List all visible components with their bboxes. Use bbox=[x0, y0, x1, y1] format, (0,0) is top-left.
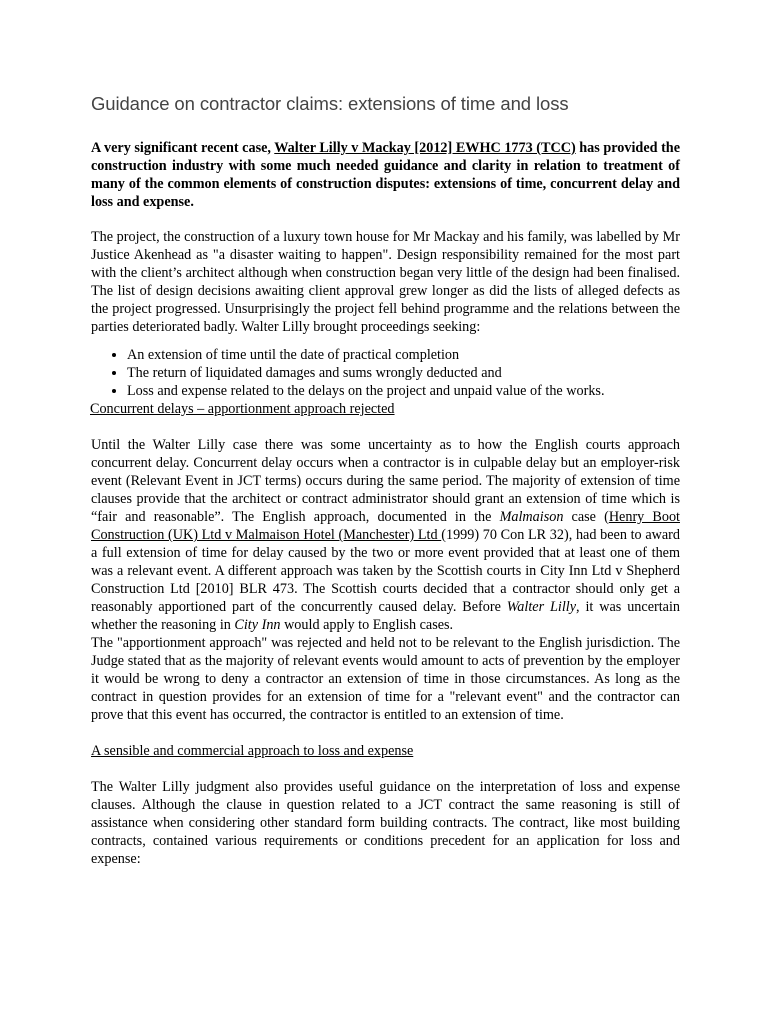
page-title: Guidance on contractor claims: extensions of time and loss bbox=[91, 93, 569, 114]
case-citation-link[interactable]: Walter Lilly v Mackay [2012] EWHC 1773 (TCC) bbox=[274, 140, 576, 156]
claims-list bbox=[91, 346, 680, 400]
section-heading-loss-expense: A sensible and commercial approach to loss and expense bbox=[91, 743, 414, 759]
intro-paragraph: The project, the construction of a luxury town house for Mr Mackay and his family, was labelled by Mr Justice Akenhead as "a disaster waiting to happen". Design responsibility remained for the most part with the client’s architect although when construction began very little of the design had been finalised. The list of design decisions awaiting client approval grew longer as did the lists of alleged defects as the project progressed. Unsurprisingly the project fell behind programme and the relations between the parties deteriorated badly. Walter Lilly brought proceedings seeking: bbox=[91, 229, 680, 335]
lead-paragraph bbox=[91, 139, 680, 211]
apportionment-paragraph: The "apportionment approach" was rejected and held not to be relevant to the English jurisdiction. The Judge stated that as the majority of relevant events would amount to acts of prevention by the employer it would be wrong to deny a contractor an extension of time in those circumstances. As long as the contract in question provides for an extension of time for a "relevant event" and the contractor can prove that this event has occurred, the contractor is entitled to an extension of time. bbox=[91, 635, 680, 723]
malmaison-case-link[interactable]: Henry Boot Construction (UK) Ltd v Malmaison Hotel (Manchester) Ltd bbox=[91, 509, 680, 543]
concurrent-delay-paragraph: Until the Walter Lilly case there was some uncertainty as to how the English courts approach concurrent delay. Concurrent delay occurs when a contractor is in culpable delay but an employer-risk event (Relevant Event in JCT terms) occurs during the same period. The majority of extension of time clauses provide that the architect or contract administrator should grant an extension of time which is “fair and reasonable”. The English approach, documented in the Malmaison case (Henry Boot Construction (UK) Ltd v Malmaison Hotel (Manchester) Ltd (1999) 70 Con LR 32), had been to award a full extension of time for delay caused by the two or more event provided that at least one of them was a relevant event. A different approach was taken by the Scottish courts in City Inn Ltd v Shepherd Construction Ltd [2010] BLR 473. The Scottish courts decided that a contractor should only get a reasonably apportioned part of the concurrently caused delay. Before Walter Lilly, it was uncertain whether the reasoning in City Inn would apply to English cases. bbox=[91, 437, 680, 633]
list-item: • An extension of time until the date of practical completion bbox=[127, 346, 680, 364]
section-heading-concurrent-delays: Concurrent delays – apportionment approach rejected bbox=[90, 401, 395, 417]
lead-text-post: has provided the construction industry with some much needed guidance and clarity in relation to treatment of many of the common elements of construction disputes: extensions of time, concurrent delay and loss and expense. bbox=[91, 140, 680, 210]
list-item: • The return of liquidated damages and sums wrongly deducted and bbox=[127, 364, 680, 382]
list-item: • Loss and expense related to the delays on the project and unpaid value of the works. bbox=[127, 382, 680, 400]
loss-expense-paragraph: The Walter Lilly judgment also provides useful guidance on the interpretation of loss and expense clauses. Although the clause in question related to a JCT contract the same reasoning is still of assistance when considering other standard form building contracts. The contract, like most building contracts, contained various requirements or conditions precedent for an application for loss and expense: bbox=[91, 779, 680, 867]
malmaison-italic: Malmaison bbox=[499, 509, 564, 525]
lead-text-pre: A very significant recent case, bbox=[91, 140, 275, 156]
